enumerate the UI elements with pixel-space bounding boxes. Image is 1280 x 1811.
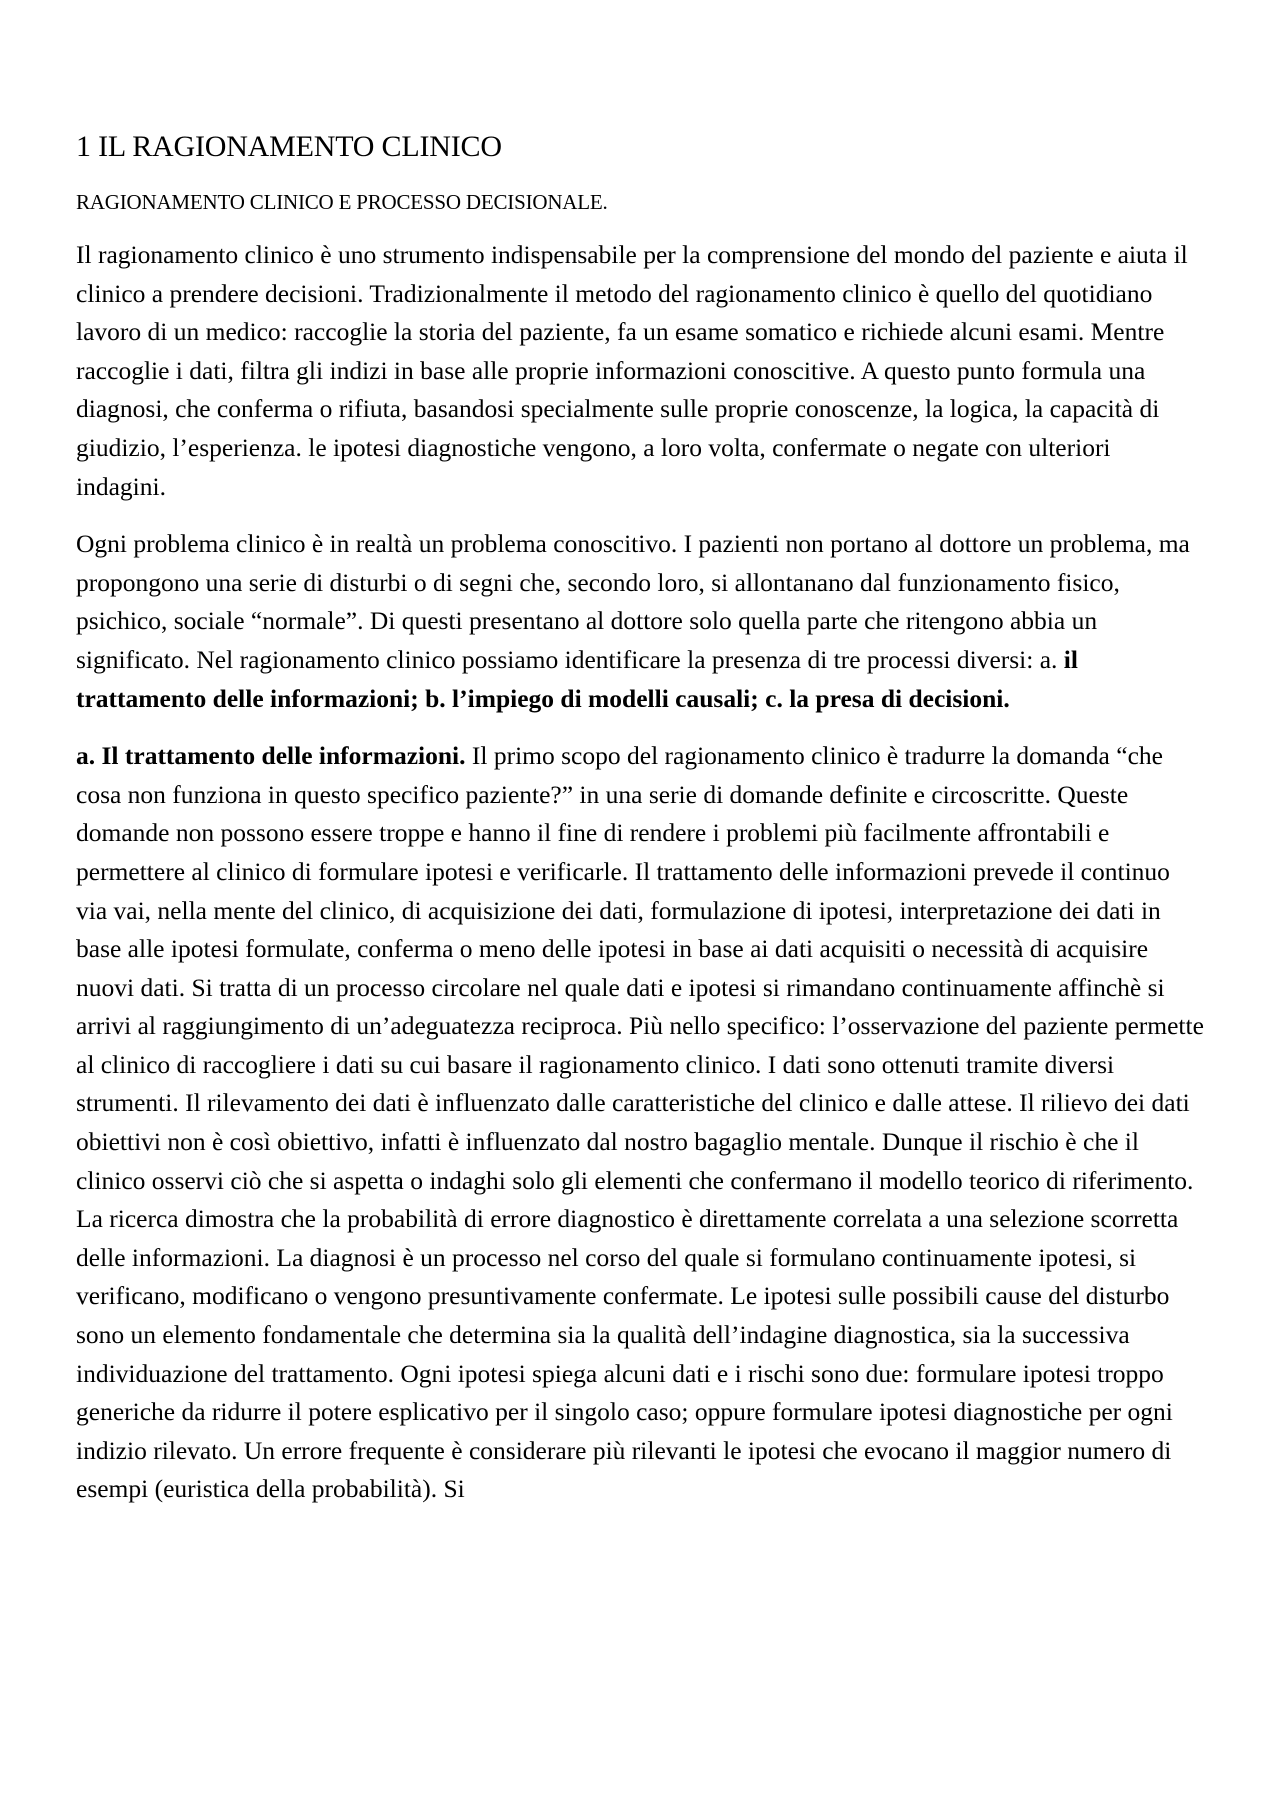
- document-title: 1 IL RAGIONAMENTO CLINICO: [76, 130, 502, 163]
- paragraph-intro: Il ragionamento clinico è uno strumento indispensabile per la comprensione del mondo del paziente e aiuta il clinico a prendere decisioni. Tradizionalmente il metodo del ragionamento clinico è quello del quotidiano lavoro di un medico: raccoglie la storia del paziente, fa un esame somatico e richiede alcuni esami. Mentre raccoglie i dati, filtra gli indizi in base alle proprie informazioni conoscitive. A questo punto formula una diagnosi, che conferma o rifiuta, basandosi specialmente sulle proprie conoscenze, la logica, la capacità di giudizio, l’esperienza. le ipotesi diagnostiche vengono, a loro volta, confermate o negate con ulteriori indagini.: [76, 240, 1188, 501]
- paragraph-processes-text: Ogni problema clinico è in realtà un problema conoscitivo. I pazienti non portano al dottore un problema, ma propongono una serie di disturbi o di segni che, secondo loro, si allontanano dal funzionamento fisico, psichico, sociale “normale”. Di questi presentano al dottore solo quella parte che ritengono abbia un significato. Nel ragionamento clinico possiamo identificare la presenza di tre processi diversi: a.: [76, 529, 1190, 674]
- paragraph-processes-bold: il trattamento delle informazioni; b. l’impiego di modelli causali; c. la presa di decisioni.: [76, 644, 1078, 713]
- paragraph-information-text: Il primo scopo del ragionamento clinico è tradurre la domanda “che cosa non funziona in questo specifico paziente?” in una serie di domande definite e circoscritte. Queste domande non possono essere troppe e hanno il fine di rendere i problemi più facilmente affrontabili e permettere al clinico di formulare ipotesi e verificarle. Il trattamento delle informazioni prevede il continuo via vai, nella mente del clinico, di acquisizione dei dati, formulazione di ipotesi, interpretazione dei dati in base alle ipotesi formulate, conferma o meno delle ipotesi in base ai dati acquisiti o necessità di acquisire nuovi dati. Si tratta di un processo circolare nel quale dati e ipotesi si rimandano continuamente affinchè si arrivi al raggiungimento di un’adeguatezza reciproca. Più nello specifico: l’osservazione del paziente permette al clinico di raccogliere i dati su cui basare il ragionamento clinico. I dati sono ottenuti tramite diversi strumenti. Il rilevamento dei dati è influenzato dalle caratteristiche del clinico e dalle attese. Il rilievo dei dati obiettivi non è così obiettivo, infatti è influenzato dal nostro bagaglio mentale. Dunque il rischio è che il clinico osservi ciò che si aspetta o indaghi solo gli elementi che confermano il modello teorico di riferimento. La ricerca dimostra che la probabilità di errore diagnostico è direttamente correlata a una selezione scorretta delle informazioni. La diagnosi è un processo nel corso del quale si formulano continuamente ipotesi, si verificano, modificano o vengono presuntivamente confermate. Le ipotesi sulle possibili cause del disturbo sono un elemento fondamentale che determina sia la qualità dell’indagine diagnostica, sia la successiva individuazione del trattamento. Ogni ipotesi spiega alcuni dati e i rischi sono due: formulare ipotesi troppo generiche da ridurre il potere esplicativo per il singolo caso; oppure formulare ipotesi diagnostiche per ogni indizio rilevato. Un errore frequente è considerare più rilevanti le ipotesi che evocano il maggior numero di esempi (euristica della probabilità). Si: [76, 741, 1204, 1504]
- paragraph-processes: [76, 525, 1204, 718]
- paragraph-information-heading: a. Il trattamento delle informazioni.: [76, 741, 466, 771]
- section-subtitle: RAGIONAMENTO CLINICO E PROCESSO DECISIONALE.: [76, 190, 608, 214]
- paragraph-information-treatment: [76, 737, 1204, 1509]
